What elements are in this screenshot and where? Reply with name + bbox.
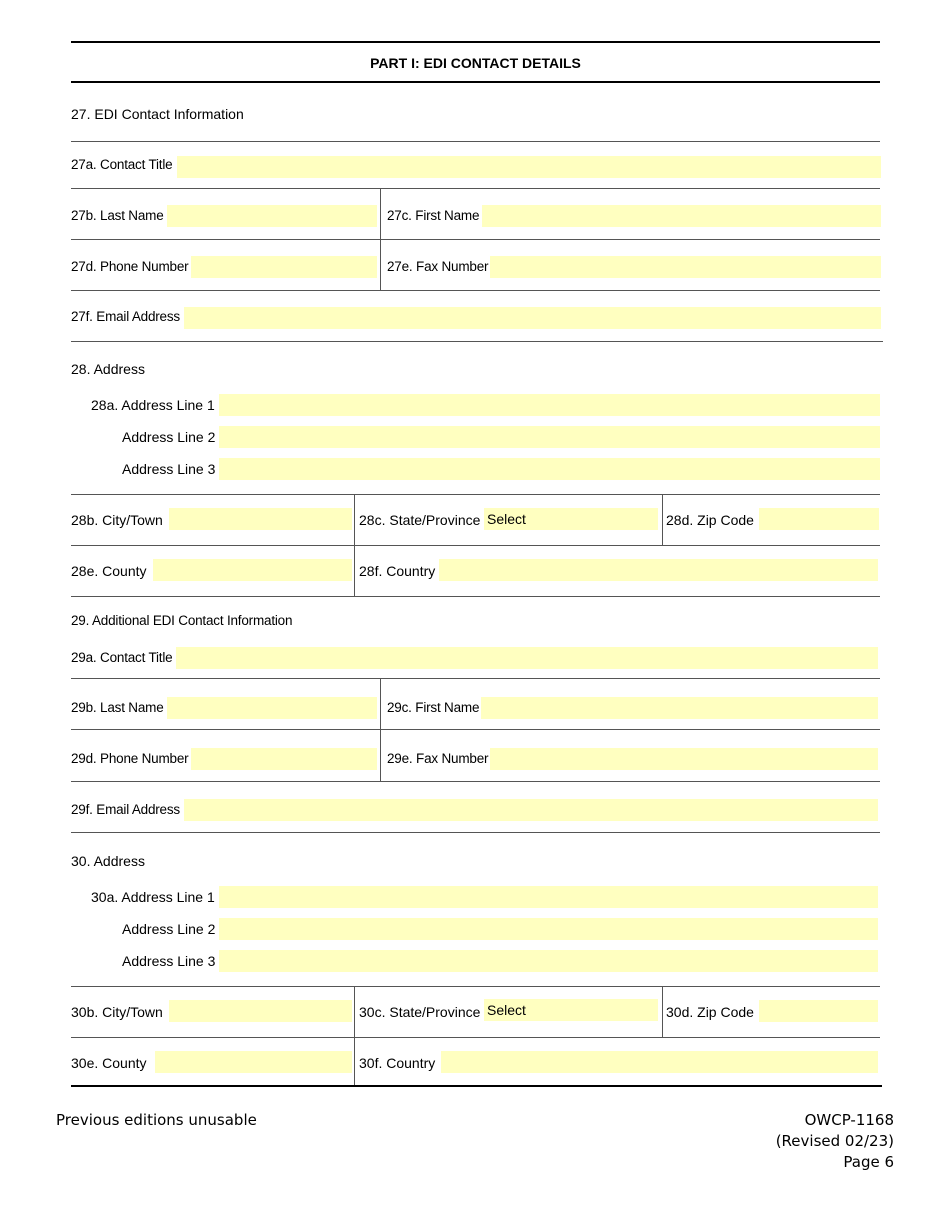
divider xyxy=(71,832,880,833)
zip-30d-input[interactable] xyxy=(759,1000,878,1022)
label-30a: 30a. Address Line 1 xyxy=(91,889,215,905)
county-30e-input[interactable] xyxy=(155,1051,352,1073)
section-28-heading: 28. Address xyxy=(71,361,145,377)
last-name-27b-input[interactable] xyxy=(167,205,377,227)
label-28f: 28f. Country xyxy=(359,563,436,579)
address-line-1-28a-input[interactable] xyxy=(219,394,880,416)
label-27e: 27e. Fax Number xyxy=(387,259,489,274)
label-30-line2: Address Line 2 xyxy=(122,921,216,937)
label-29f: 29f. Email Address xyxy=(71,802,180,817)
column-divider xyxy=(662,986,663,1037)
label-30e: 30e. County xyxy=(71,1055,147,1071)
title-rule xyxy=(71,81,880,83)
county-28e-input[interactable] xyxy=(153,559,352,581)
address-line-2-30-input[interactable] xyxy=(219,918,878,940)
address-line-2-28-input[interactable] xyxy=(219,426,880,448)
city-28b-input[interactable] xyxy=(169,508,352,530)
footer-editions-note: Previous editions unusable xyxy=(56,1111,257,1129)
revised-date: (Revised 02/23) xyxy=(775,1132,894,1150)
label-28d: 28d. Zip Code xyxy=(666,512,754,528)
label-30-line3: Address Line 3 xyxy=(122,953,216,969)
contact-title-27a-input[interactable] xyxy=(177,156,881,178)
footer-form-info xyxy=(776,1110,894,1173)
divider xyxy=(71,545,880,546)
label-27c: 27c. First Name xyxy=(387,208,480,223)
form-number: OWCP-1168 xyxy=(804,1111,894,1129)
address-line-1-30a-input[interactable] xyxy=(219,886,878,908)
divider xyxy=(71,290,880,291)
bottom-rule xyxy=(71,1085,882,1087)
label-29b: 29b. Last Name xyxy=(71,700,164,715)
top-rule xyxy=(71,41,880,43)
label-28a: 28a. Address Line 1 xyxy=(91,397,215,413)
section-29-heading: 29. Additional EDI Contact Information xyxy=(71,613,293,628)
page-title: PART I: EDI CONTACT DETAILS xyxy=(370,55,581,71)
label-28c: 28c. State/Province xyxy=(359,512,481,528)
first-name-29c-input[interactable] xyxy=(481,697,878,719)
phone-29d-input[interactable] xyxy=(191,748,377,770)
label-27f: 27f. Email Address xyxy=(71,309,180,324)
label-30c: 30c. State/Province xyxy=(359,1004,481,1020)
label-27b: 27b. Last Name xyxy=(71,208,164,223)
zip-28d-input[interactable] xyxy=(759,508,879,530)
state-28c-select[interactable]: Select xyxy=(484,508,658,530)
label-30b: 30b. City/Town xyxy=(71,1004,163,1020)
label-29d: 29d. Phone Number xyxy=(71,751,189,766)
label-30d: 30d. Zip Code xyxy=(666,1004,754,1020)
label-29a: 29a. Contact Title xyxy=(71,650,173,665)
first-name-27c-input[interactable] xyxy=(482,205,881,227)
label-28-line3: Address Line 3 xyxy=(122,461,216,477)
last-name-29b-input[interactable] xyxy=(167,697,377,719)
section-30-heading: 30. Address xyxy=(71,853,145,869)
divider xyxy=(71,141,880,142)
label-28e: 28e. County xyxy=(71,563,147,579)
city-30b-input[interactable] xyxy=(169,1000,352,1022)
divider xyxy=(71,341,883,342)
divider xyxy=(71,729,880,730)
label-28b: 28b. City/Town xyxy=(71,512,163,528)
phone-27d-input[interactable] xyxy=(191,256,377,278)
contact-title-29a-input[interactable] xyxy=(176,647,878,669)
divider xyxy=(71,678,880,679)
divider xyxy=(71,986,880,987)
label-27a: 27a. Contact Title xyxy=(71,157,173,172)
fax-29e-input[interactable] xyxy=(490,748,878,770)
label-29c: 29c. First Name xyxy=(387,700,480,715)
label-30f: 30f. Country xyxy=(359,1055,436,1071)
page-number: Page 6 xyxy=(843,1153,894,1171)
divider xyxy=(71,494,880,495)
country-28f-input[interactable] xyxy=(439,559,878,581)
column-divider xyxy=(354,986,355,1086)
label-29e: 29e. Fax Number xyxy=(387,751,489,766)
column-divider xyxy=(662,494,663,545)
divider xyxy=(71,1037,880,1038)
divider xyxy=(71,239,880,240)
address-line-3-30-input[interactable] xyxy=(219,950,878,972)
divider xyxy=(71,781,880,782)
state-30c-select[interactable]: Select xyxy=(484,999,658,1021)
label-27d: 27d. Phone Number xyxy=(71,259,189,274)
email-29f-input[interactable] xyxy=(184,799,878,821)
fax-27e-input[interactable] xyxy=(490,256,881,278)
divider xyxy=(71,596,880,597)
country-30f-input[interactable] xyxy=(441,1051,878,1073)
email-27f-input[interactable] xyxy=(184,307,881,329)
address-line-3-28-input[interactable] xyxy=(219,458,880,480)
label-28-line2: Address Line 2 xyxy=(122,429,216,445)
section-27-heading: 27. EDI Contact Information xyxy=(71,106,244,122)
divider xyxy=(71,188,880,189)
